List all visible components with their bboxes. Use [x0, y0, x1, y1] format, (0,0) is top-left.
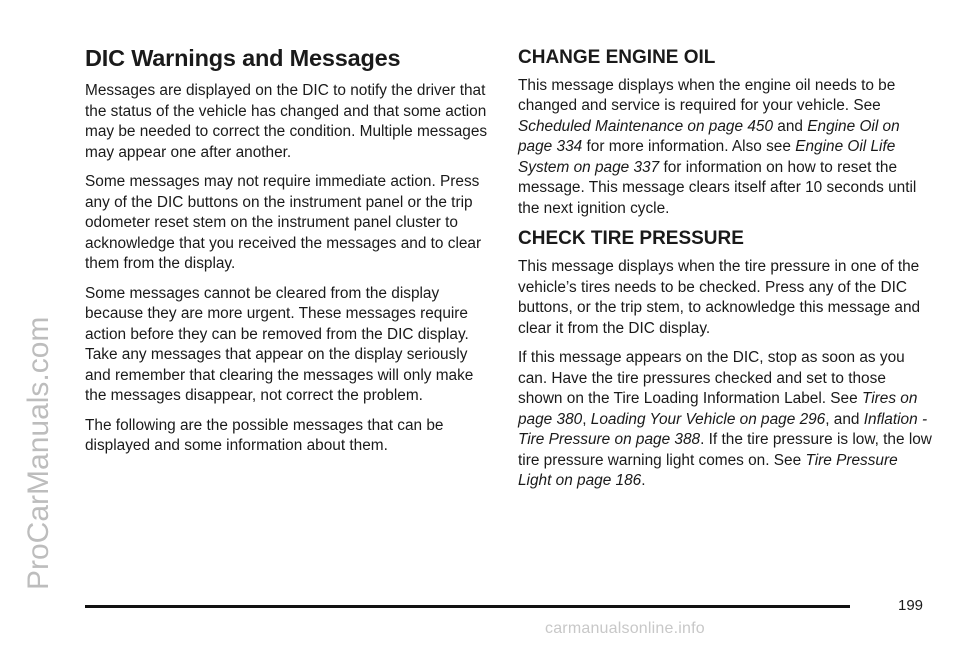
cross-reference: Loading Your Vehicle on page 296: [590, 410, 826, 428]
text-run: . If the tire pressure is low, the low tire pressure warning light comes on. See: [518, 431, 932, 469]
change-engine-oil-heading: CHANGE ENGINE OIL: [518, 47, 716, 68]
change-engine-oil-paragraph: [518, 76, 933, 220]
cross-reference: Engine Oil Life System on page 337: [518, 138, 896, 176]
page-number: 199: [898, 597, 924, 614]
text-run: This message displays when the engine oil needs to be changed and service is required for your vehicle. See: [518, 76, 896, 115]
section-title: DIC Warnings and Messages: [85, 45, 401, 71]
check-tire-pressure-paragraph: This message displays when the tire pressure in one of the vehicle’s tires needs to be checked. Press any of the DIC buttons, or the trip stem, to acknowledge this message and clear it from the DIC display.: [518, 258, 921, 337]
text-run: and: [773, 117, 808, 135]
right-column: [518, 44, 933, 501]
cross-reference: Tire Pressure Light on page 186: [518, 451, 898, 490]
cross-reference: Tires on page 380: [518, 390, 918, 428]
text-run: .: [641, 472, 646, 490]
text-run: for more information. Also see: [582, 138, 796, 156]
footer-rule: [85, 605, 850, 608]
urgent-messages-paragraph: Some messages cannot be cleared from the display because they are more urgent. These messages require action before they can be removed from the DIC display. Take any messages that appear on the display seriously and remember that clearing the messages will only make the messages disappear, not correct the problem.: [85, 284, 474, 405]
footer-watermark: carmanualsonline.info: [545, 620, 705, 637]
acknowledge-paragraph: Some messages may not require immediate action. Press any of the DIC buttons on the instrument panel or the trip odometer reset stem on the instrument panel cluster to acknowledge that you received the messages and to clear them from the display.: [85, 173, 482, 273]
text-run: for information on how to reset the message. This message clears itself after 10 seconds until the next ignition cycle.: [518, 158, 917, 217]
text-run: If this message appears on the DIC, stop as soon as you can. Have the tire pressures checked and set to those shown on the Tire Loading Information Label. See: [518, 349, 905, 408]
check-tire-pressure-heading: CHECK TIRE PRESSURE: [518, 228, 744, 250]
cross-reference: Inflation - Tire Pressure on page 388: [518, 410, 928, 449]
list-intro-paragraph: The following are the possible messages that can be displayed and some information about them.: [85, 416, 444, 455]
cross-reference: Engine Oil on page 334: [518, 117, 900, 156]
tire-pressure-action-paragraph: [518, 348, 933, 492]
side-watermark: [8, 0, 58, 640]
text-run: ,: [582, 410, 591, 428]
left-column: [85, 44, 495, 466]
cross-reference: Scheduled Maintenance on page 450: [518, 117, 774, 135]
side-watermark-text: ProCarManuals.com: [22, 316, 55, 590]
intro-paragraph: Messages are displayed on the DIC to notify the driver that the status of the vehicle has changed and that some action may be needed to correct the condition. Multiple messages may appear one after another.: [85, 82, 488, 161]
text-run: , and: [825, 410, 864, 428]
side-watermark-graphic: [8, 0, 58, 640]
